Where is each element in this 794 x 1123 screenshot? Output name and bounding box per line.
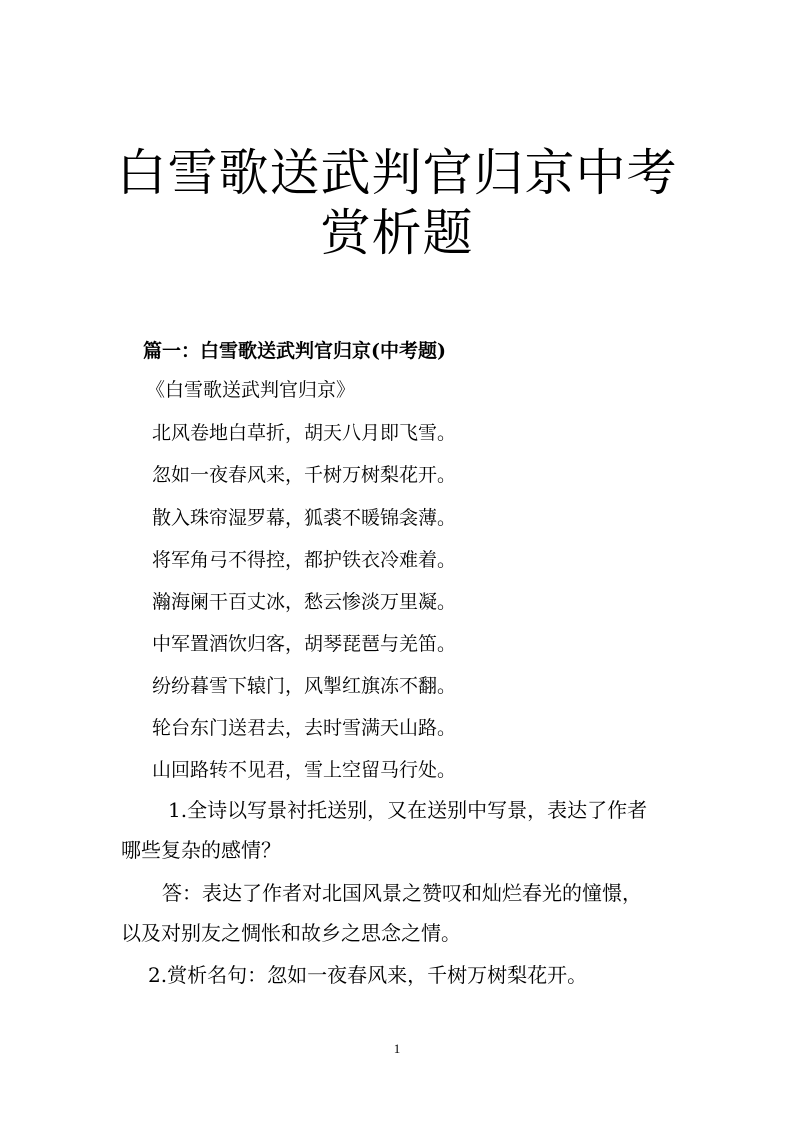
poem-line: 北风卷地白草折，胡天八月即飞雪。 <box>152 422 457 444</box>
document-title-line-2: 赏析题 <box>320 204 474 262</box>
question-1-line-1: 1.全诗以写景衬托送别，又在送别中写景，表达了作者 <box>168 798 648 822</box>
document-title-line-1: 白雪歌送武判官归京中考 <box>116 144 678 202</box>
poem-line: 中军置酒饮归客，胡琴琵琶与羌笛。 <box>152 633 457 655</box>
question-2: 2.赏析名句：忽如一夜春风来，千树万树梨花开。 <box>148 963 588 987</box>
question-1-line-2: 哪些复杂的感情？ <box>121 838 281 862</box>
poem-line: 将军角弓不得控，都护铁衣冷难着。 <box>152 549 457 571</box>
poem-line: 山回路转不见君，雪上空留马行处。 <box>152 759 457 781</box>
answer-1-line-1: 答：表达了作者对北国风景之赞叹和灿烂春光的憧憬， <box>162 881 642 905</box>
section-heading: 篇一：白雪歌送武判官归京(中考题) <box>143 340 446 362</box>
poem-title: 《白雪歌送武判官归京》 <box>146 379 356 401</box>
page-number: 1 <box>393 1041 401 1056</box>
poem-line: 瀚海阑干百丈冰，愁云惨淡万里凝。 <box>152 591 457 613</box>
poem-line: 纷纷暮雪下辕门，风掣红旗冻不翻。 <box>152 675 457 697</box>
answer-1-line-2: 以及对别友之惆怅和故乡之思念之情。 <box>121 921 461 945</box>
poem-line: 轮台东门送君去，去时雪满天山路。 <box>152 717 457 739</box>
poem-line: 忽如一夜春风来，千树万树梨花开。 <box>152 464 457 486</box>
poem-line: 散入珠帘湿罗幕，狐裘不暖锦衾薄。 <box>152 507 457 529</box>
